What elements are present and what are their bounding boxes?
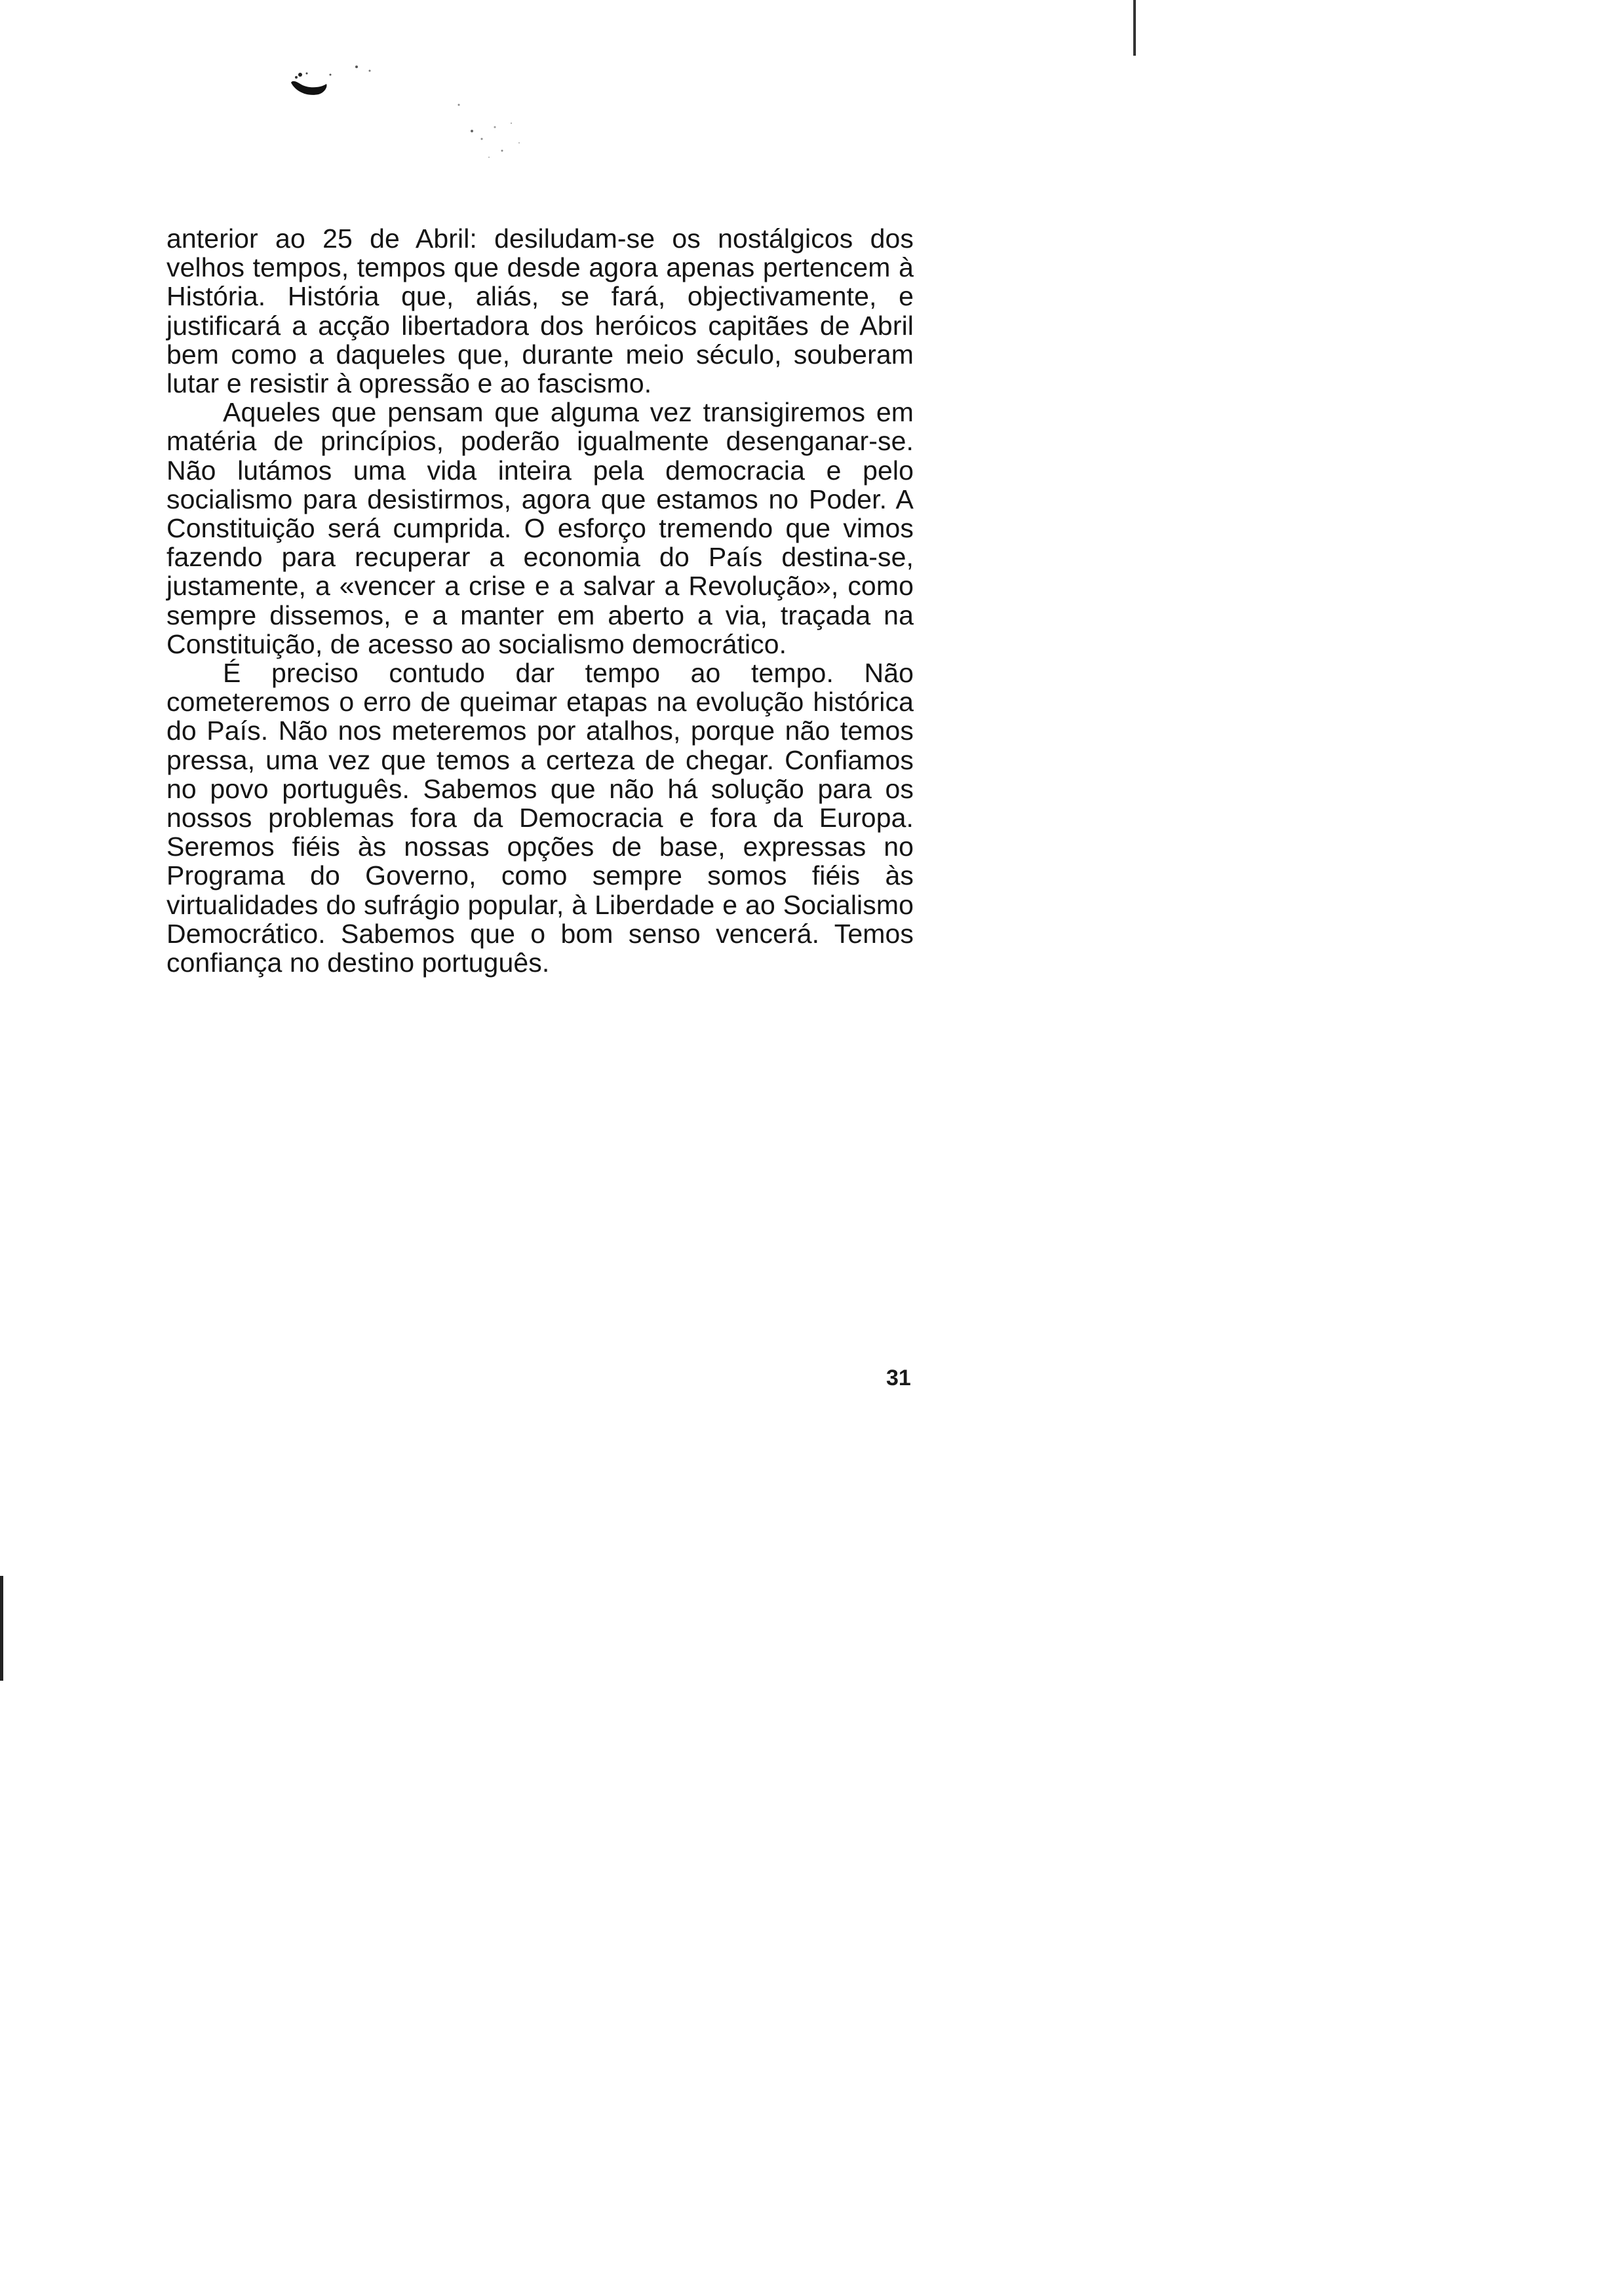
page-number: 31 [886,1366,911,1390]
scan-edge-line [0,1576,3,1681]
paragraph: Aqueles que pensam que alguma vez transigiremos em matéria de princípios, poderão igualmente desenganar-se. Não lutámos uma vida inteira pela democracia e pelo socialismo para desistirmos, agora que estamos no Poder. A Constituição será cumprida. O esforço tremendo que vimos fazendo para recuperar a economia do País destina-se, justamente, a «vencer a crise e a salvar a Revolução», como sempre dissemos, e a manter em aberto a via, traçada na Constituição, de acesso ao socialismo democrático. [166,397,914,659]
paragraph: É preciso contudo dar tempo ao tempo. Não cometeremos o erro de queimar etapas na evolução histórica do País. Não nos meteremos por atalhos, porque não temos pressa, uma vez que temos a certeza de chegar. Confiamos no povo português. Sabemos que não há solução para os nossos problemas fora da Democracia e fora da Europa. Seremos fiéis às nossas opções de base, expressas no Programa do Governo, como sempre somos fiéis às virtualidades do sufrágio popular, à Liberdade e ao Socialismo Democrático. Sabemos que o bom senso vencerá. Temos confiança no destino português. [166,658,914,978]
paragraph: anterior ao 25 de Abril: desiludam-se os nostálgicos dos velhos tempos, tempos que desde agora apenas pertencem à História. História que, aliás, se fará, objectivamente, e justificará a acção libertadora dos heróicos capitães de Abril bem como a daqueles que, durante meio século, souberam lutar e resistir à opressão e ao fascismo. [166,223,914,399]
ink-blot-mark [288,71,334,102]
scan-edge-line [1133,0,1136,56]
body-text [166,224,914,977]
scan-speckles [341,59,557,170]
